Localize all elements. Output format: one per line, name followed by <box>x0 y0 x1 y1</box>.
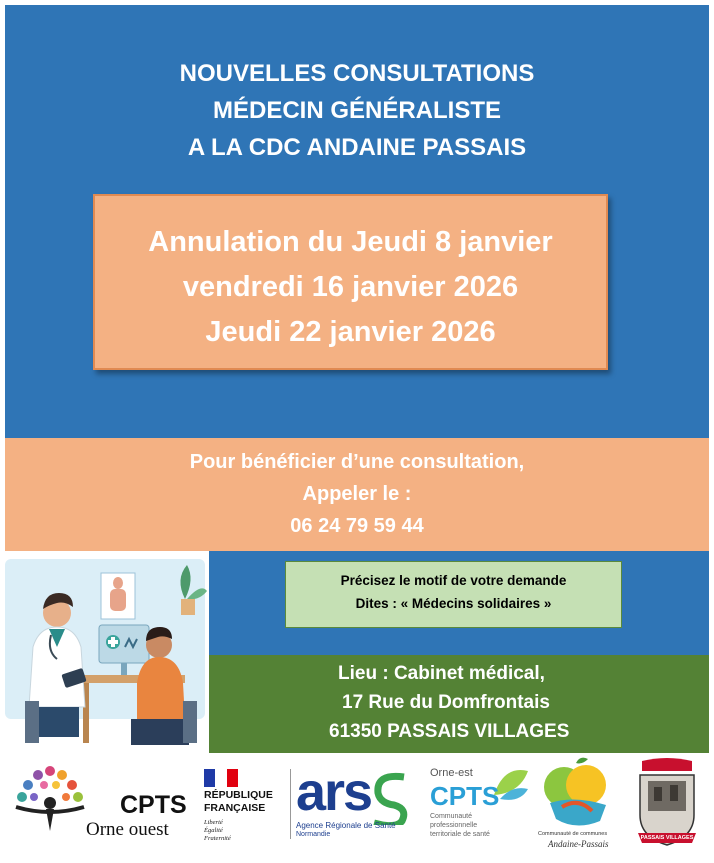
passais-villages-logo <box>632 757 702 857</box>
ars-s-swoosh-icon <box>370 769 410 825</box>
page-title <box>0 55 714 166</box>
cpts-est-sub-1: Communauté <box>430 813 473 820</box>
cancellation-text <box>93 220 608 355</box>
rf-motto-1: Liberté <box>204 819 223 826</box>
cancellation-line-2: vendredi 16 janvier 2026 <box>182 271 519 303</box>
consultation-illustration-icon <box>5 551 209 753</box>
doctor-patient-illustration <box>5 551 209 753</box>
contact-line-1: Pour bénéficier d’une consultation, <box>189 451 525 473</box>
contact-text <box>5 446 709 542</box>
instruction-note-text <box>285 569 622 615</box>
cpts-orne-ouest-logo <box>8 761 194 857</box>
contact-line-2: Appeler le : <box>302 483 412 505</box>
phone-number[interactable]: 06 24 79 59 44 <box>290 515 424 537</box>
republique-francaise-logo <box>200 765 286 855</box>
rf-motto-2: Égalité <box>204 827 223 834</box>
rf-line-2: FRANÇAISE <box>204 802 266 814</box>
ars-name: ars <box>296 762 372 822</box>
cancellation-line-3: Jeudi 22 janvier 2026 <box>205 316 496 348</box>
cancellation-line-1: Annulation du Jeudi 8 janvier <box>148 226 553 258</box>
partner-logos <box>0 755 714 863</box>
andaine-line-2: Andaine-Passais <box>548 839 609 849</box>
title-line-2: MÉDECIN GÉNÉRALISTE <box>212 97 502 124</box>
andaine-apple-icon <box>542 757 612 829</box>
title-line-1: NOUVELLES CONSULTATIONS <box>179 60 535 87</box>
cpts-est-top: Orne-est <box>430 767 473 779</box>
note-line-2: Dites : « Médecins solidaires » <box>355 596 552 611</box>
location-line-1: Lieu : Cabinet médical, <box>338 663 545 684</box>
tree-people-icon <box>10 763 90 833</box>
cpts-est-sub-2: professionnelle <box>430 822 478 829</box>
rf-motto-3: Fraternité <box>204 835 231 842</box>
note-line-1: Précisez le motif de votre demande <box>340 573 567 588</box>
cpts-name: CPTS <box>120 791 187 819</box>
location-text <box>209 659 709 746</box>
andaine-passais-logo <box>538 757 618 861</box>
cpts-est-name: CPTS <box>430 781 500 811</box>
title-line-3: A LA CDC ANDAINE PASSAIS <box>187 134 527 161</box>
location-line-2: 17 Rue du Domfrontais <box>342 692 550 713</box>
ars-sub-2: Normandie <box>296 831 331 838</box>
logo-divider <box>290 769 291 839</box>
location-line-3: 61350 PASSAIS VILLAGES <box>329 721 570 742</box>
rf-line-1: RÉPUBLIQUE <box>204 789 273 801</box>
passais-villages-banner: PASSAIS VILLAGES <box>640 835 694 841</box>
cpts-orne-est-logo <box>428 761 532 857</box>
cpts-sub: Orne ouest <box>86 819 169 840</box>
marianne-flag-icon <box>204 769 238 787</box>
ars-sub-1: Agence Régionale de Santé <box>296 821 396 830</box>
cpts-est-sub-3: territoriale de santé <box>430 831 490 838</box>
andaine-line-1: Communauté de communes <box>538 831 608 837</box>
ars-logo <box>296 761 416 857</box>
